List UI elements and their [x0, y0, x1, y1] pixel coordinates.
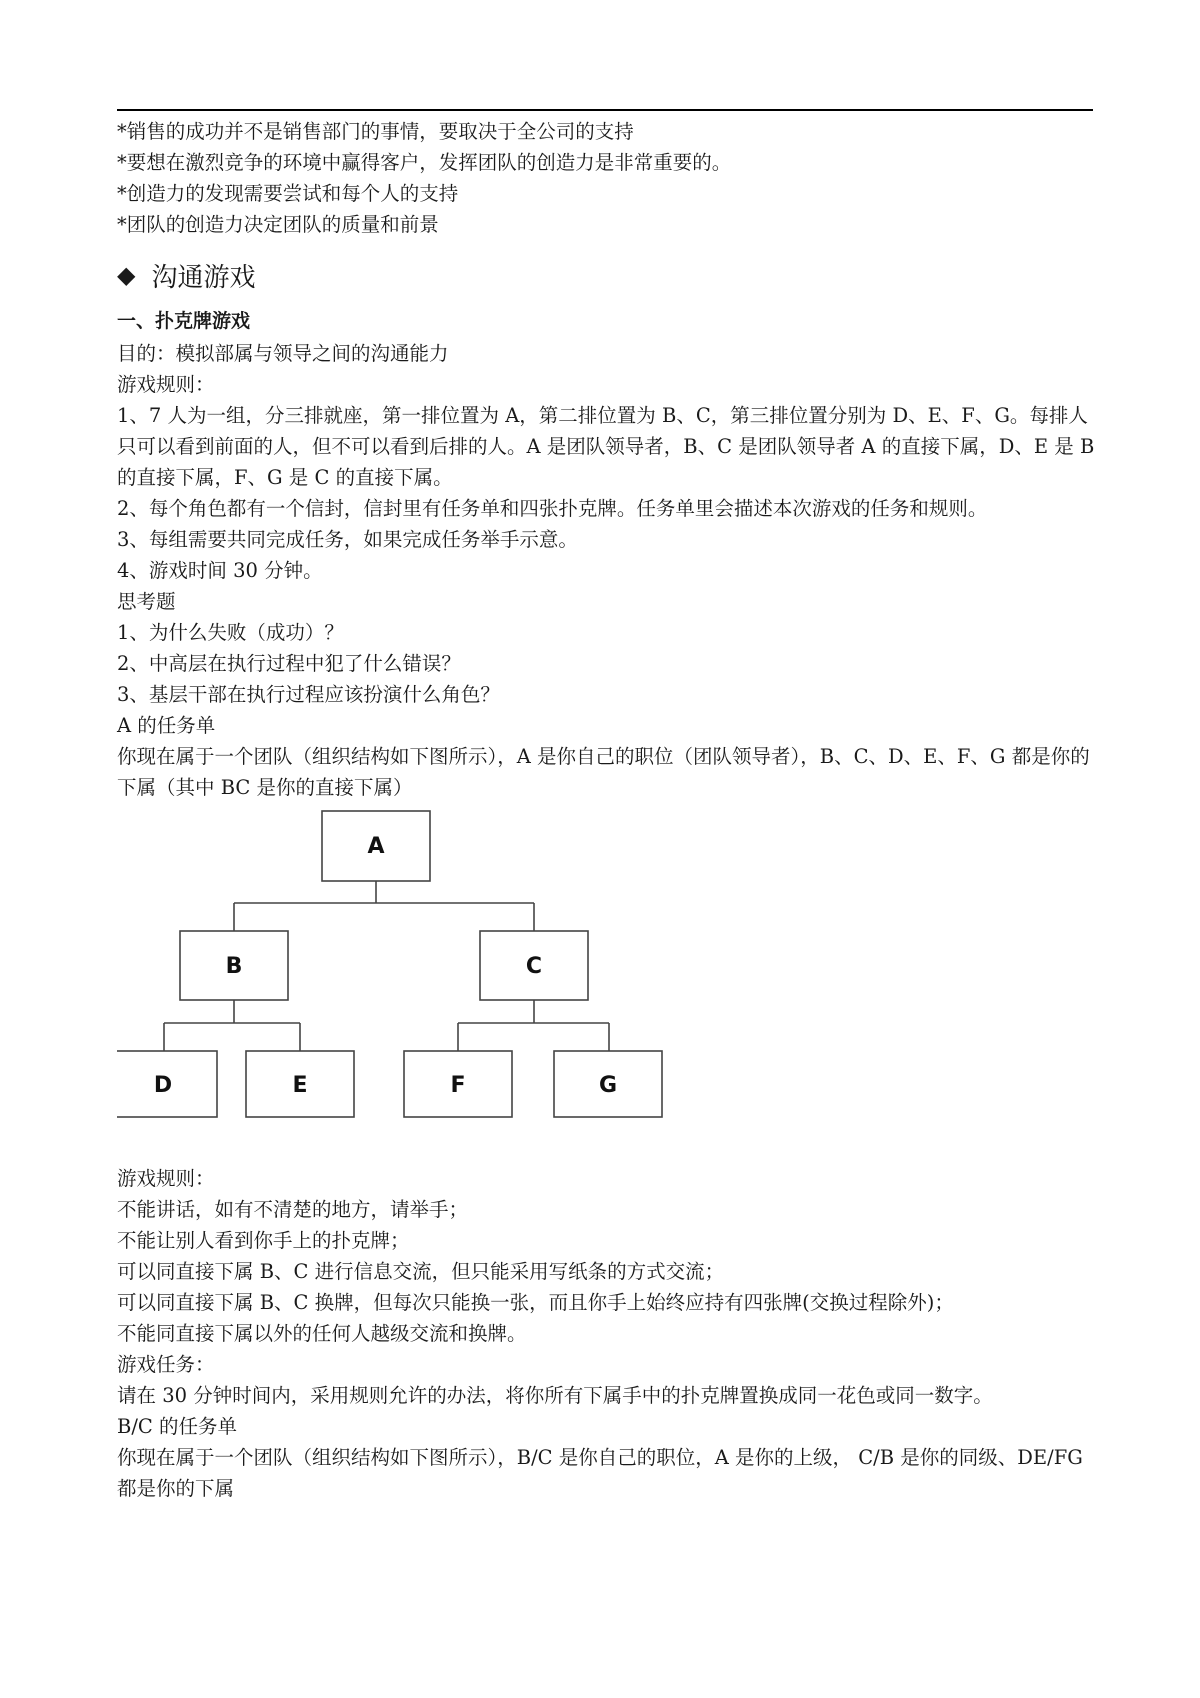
task-a-rules-label: 游戏规则： [117, 1167, 215, 1190]
rule-item: 3、每组需要共同完成任务，如果完成任务举手示意。 [117, 528, 578, 551]
node-b-label: B [225, 954, 243, 979]
diamond-bullet-icon: ◆ [117, 261, 136, 289]
rule-item: 1、7 人为一组，分三排就座，第一排位置为 A，第二排位置为 B、C，第三排位置分别为 D、E、F、G。每排人只可以看到前面的人，但不可以看到后排的人。A 是团队领导者，B、C 是团队领导者 A 的直接下属，D、E 是 B 的直接下属，F、G 是 C 的直接下属。 [117, 404, 1095, 489]
purpose-line: 目的：模拟部属与领导之间的沟通能力 [117, 342, 449, 365]
game-heading: 一、扑克牌游戏 [117, 310, 251, 332]
bullet-line: *要想在激烈竞争的环境中赢得客户，发挥团队的创造力是非常重要的。 [117, 151, 732, 174]
task-a-rule: 可以同直接下属 B、C 换牌，但每次只能换一张，而且你手上始终应持有四张牌(交换过程除外)； [117, 1291, 954, 1314]
org-chart [117, 803, 1107, 1163]
bullet-line: *销售的成功并不是销售部门的事情，要取决于全公司的支持 [117, 120, 634, 143]
node-f-label: F [450, 1073, 466, 1098]
task-a-title: A 的任务单 [117, 714, 216, 737]
task-a-rule: 不能讲话，如有不清楚的地方，请举手； [117, 1198, 469, 1221]
section-header [117, 258, 1107, 292]
node-e-label: E [292, 1073, 308, 1098]
question-item: 2、中高层在执行过程中犯了什么错误？ [117, 652, 461, 675]
section-title: 沟通游戏 [151, 262, 256, 293]
bullet-line: *创造力的发现需要尝试和每个人的支持 [117, 182, 459, 205]
rules-label: 游戏规则： [117, 373, 215, 396]
task-a-rule: 不能让别人看到你手上的扑克牌； [117, 1229, 410, 1252]
task-a-task-label: 游戏任务： [117, 1353, 215, 1376]
rule-item: 4、游戏时间 30 分钟。 [117, 559, 323, 582]
node-a-label: A [367, 834, 385, 859]
task-a-rule: 不能同直接下属以外的任何人越级交流和换牌。 [117, 1322, 527, 1345]
task-a-task: 请在 30 分钟时间内，采用规则允许的办法，将你所有下属手中的扑克牌置换成同一花色或同一数字。 [117, 1384, 993, 1407]
task-bc-title: B/C 的任务单 [117, 1415, 238, 1438]
task-bc-intro: 你现在属于一个团队（组织结构如下图所示），B/C 是你自己的职位，A 是你的上级， C/B 是你的同级、DE/FG 都是你的下属 [117, 1446, 1083, 1500]
question-item: 1、为什么失败（成功）？ [117, 621, 344, 644]
node-d-label: D [153, 1073, 173, 1098]
org-chart-nodes [117, 811, 662, 1117]
question-item: 3、基层干部在执行过程应该扮演什么角色？ [117, 683, 500, 706]
document-body [117, 116, 1107, 1504]
rule-item: 2、每个角色都有一个信封，信封里有任务单和四张扑克牌。任务单里会描述本次游戏的任务和规则。 [117, 497, 988, 520]
bullet-line: *团队的创造力决定团队的质量和前景 [117, 213, 439, 236]
node-g-label: G [598, 1073, 618, 1098]
task-a-rule: 可以同直接下属 B、C 进行信息交流，但只能采用写纸条的方式交流； [117, 1260, 725, 1283]
top-rule [117, 109, 1093, 111]
task-a-intro: 你现在属于一个团队（组织结构如下图所示），A 是你自己的职位（团队领导者），B、C、D、E、F、G 都是你的下属（其中 BC 是你的直接下属） [117, 745, 1090, 799]
org-chart-diagram [117, 803, 1107, 1163]
questions-label: 思考题 [117, 590, 176, 613]
node-c-label: C [525, 954, 543, 979]
